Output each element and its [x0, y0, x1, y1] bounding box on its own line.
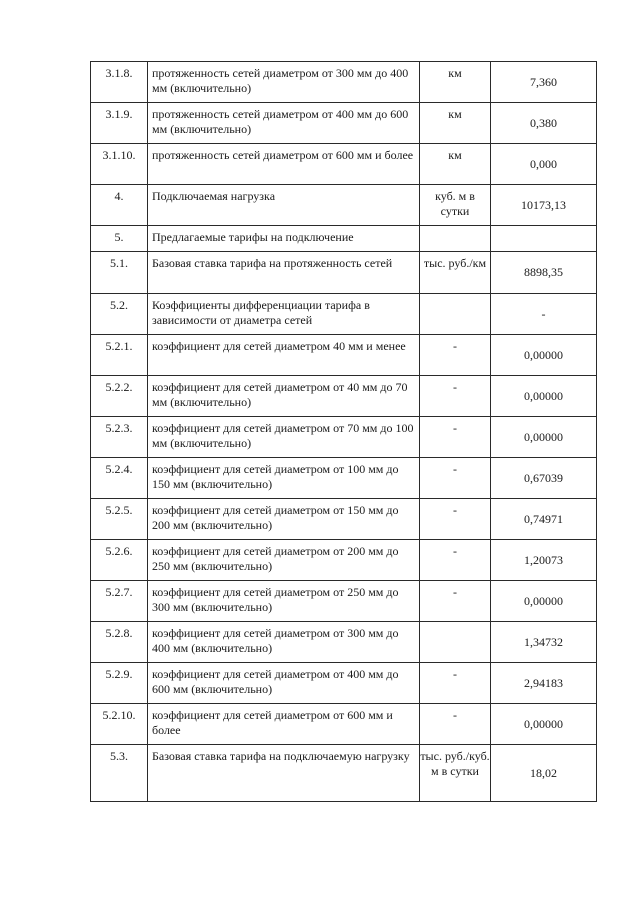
row-value: 1,20073	[491, 540, 597, 581]
table-row	[91, 745, 597, 802]
table-row	[91, 103, 597, 144]
row-description: коэффициент для сетей диаметром от 400 мм до 600 мм (включительно)	[148, 663, 420, 704]
row-unit: км	[420, 103, 491, 144]
row-description: протяженность сетей диаметром от 600 мм и более	[148, 144, 420, 185]
table-row	[91, 335, 597, 376]
row-unit: -	[420, 704, 491, 745]
row-value	[491, 226, 597, 252]
row-description: коэффициент для сетей диаметром от 70 мм до 100 мм (включительно)	[148, 417, 420, 458]
row-unit	[420, 622, 491, 663]
row-description: протяженность сетей диаметром от 300 мм до 400 мм (включительно)	[148, 62, 420, 103]
row-value: 18,02	[491, 745, 597, 802]
row-unit: -	[420, 376, 491, 417]
tariff-table	[90, 61, 597, 802]
row-unit: куб. м в сутки	[420, 185, 491, 226]
table-row	[91, 226, 597, 252]
row-description: Базовая ставка тарифа на протяженность сетей	[148, 252, 420, 294]
row-number: 5.2.2.	[91, 376, 148, 417]
table-row	[91, 294, 597, 335]
tariff-table-body	[91, 62, 597, 802]
table-row	[91, 540, 597, 581]
row-value: 0,67039	[491, 458, 597, 499]
row-value: 0,00000	[491, 581, 597, 622]
row-unit: км	[420, 62, 491, 103]
row-description: коэффициент для сетей диаметром от 600 мм и более	[148, 704, 420, 745]
row-description: коэффициент для сетей диаметром от 100 мм до 150 мм (включительно)	[148, 458, 420, 499]
row-number: 3.1.9.	[91, 103, 148, 144]
row-description: Коэффициенты дифференциации тарифа в зависимости от диаметра сетей	[148, 294, 420, 335]
row-description: протяженность сетей диаметром от 400 мм до 600 мм (включительно)	[148, 103, 420, 144]
row-unit: -	[420, 540, 491, 581]
row-number: 3.1.8.	[91, 62, 148, 103]
row-number: 5.2.1.	[91, 335, 148, 376]
table-row	[91, 252, 597, 294]
row-value: 8898,35	[491, 252, 597, 294]
table-row	[91, 499, 597, 540]
row-value: 0,00000	[491, 417, 597, 458]
table-row	[91, 581, 597, 622]
row-number: 5.3.	[91, 745, 148, 802]
row-unit: -	[420, 458, 491, 499]
row-unit	[420, 294, 491, 335]
row-number: 5.2.10.	[91, 704, 148, 745]
row-number: 5.2.4.	[91, 458, 148, 499]
row-value: 10173,13	[491, 185, 597, 226]
table-row	[91, 144, 597, 185]
row-description: Подключаемая нагрузка	[148, 185, 420, 226]
row-value: -	[491, 294, 597, 335]
table-row	[91, 62, 597, 103]
row-number: 3.1.10.	[91, 144, 148, 185]
row-number: 5.2.9.	[91, 663, 148, 704]
row-unit: -	[420, 335, 491, 376]
row-description: коэффициент для сетей диаметром от 250 мм до 300 мм (включительно)	[148, 581, 420, 622]
row-unit: -	[420, 663, 491, 704]
row-number: 5.2.5.	[91, 499, 148, 540]
row-description: коэффициент для сетей диаметром от 200 мм до 250 мм (включительно)	[148, 540, 420, 581]
row-value: 0,380	[491, 103, 597, 144]
row-unit: тыс. руб./км	[420, 252, 491, 294]
table-row	[91, 663, 597, 704]
row-description: коэффициент для сетей диаметром от 150 мм до 200 мм (включительно)	[148, 499, 420, 540]
table-row	[91, 376, 597, 417]
row-number: 5.2.8.	[91, 622, 148, 663]
row-unit: тыс. руб./куб. м в сутки	[420, 745, 491, 802]
row-number: 4.	[91, 185, 148, 226]
table-row	[91, 417, 597, 458]
table-row	[91, 458, 597, 499]
row-value: 1,34732	[491, 622, 597, 663]
row-value: 0,000	[491, 144, 597, 185]
row-description: коэффициент для сетей диаметром от 40 мм до 70 мм (включительно)	[148, 376, 420, 417]
row-unit: км	[420, 144, 491, 185]
row-number: 5.1.	[91, 252, 148, 294]
row-unit: -	[420, 417, 491, 458]
row-number: 5.2.3.	[91, 417, 148, 458]
row-number: 5.2.6.	[91, 540, 148, 581]
row-number: 5.2.7.	[91, 581, 148, 622]
row-value: 0,00000	[491, 335, 597, 376]
row-value: 0,00000	[491, 704, 597, 745]
row-value: 0,74971	[491, 499, 597, 540]
row-number: 5.	[91, 226, 148, 252]
row-unit: -	[420, 499, 491, 540]
row-description: коэффициент для сетей диаметром 40 мм и менее	[148, 335, 420, 376]
row-value: 0,00000	[491, 376, 597, 417]
row-description: Предлагаемые тарифы на подключение	[148, 226, 420, 252]
table-row	[91, 185, 597, 226]
table-row	[91, 704, 597, 745]
row-value: 2,94183	[491, 663, 597, 704]
row-description: коэффициент для сетей диаметром от 300 мм до 400 мм (включительно)	[148, 622, 420, 663]
table-row	[91, 622, 597, 663]
row-description: Базовая ставка тарифа на подключаемую нагрузку	[148, 745, 420, 802]
row-value: 7,360	[491, 62, 597, 103]
row-number: 5.2.	[91, 294, 148, 335]
row-unit: -	[420, 581, 491, 622]
row-unit	[420, 226, 491, 252]
